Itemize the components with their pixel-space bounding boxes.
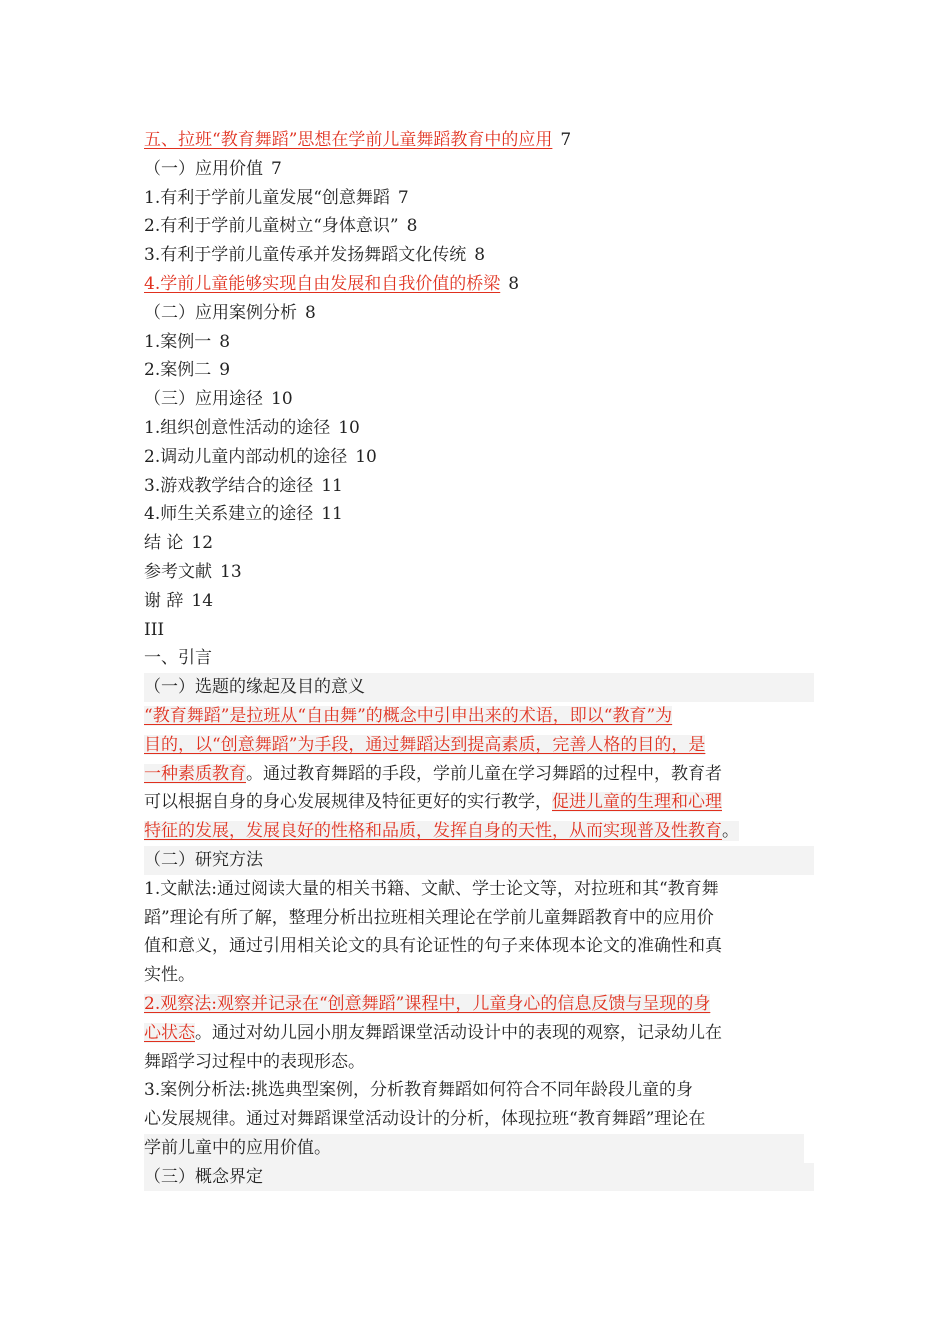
toc-entry-title[interactable]: 2.案例二 (144, 360, 212, 381)
toc-page-number: 8 (406, 216, 418, 237)
toc-entry[interactable] (144, 443, 814, 472)
subsection-title-origin: （一）选题的缘起及目的意义 (144, 673, 814, 702)
toc-page-number: 8 (508, 273, 520, 294)
paragraph-line: 舞蹈学习过程中的表现形态。 (144, 1051, 365, 1072)
method-literature (144, 875, 804, 990)
method-case-analysis (144, 1076, 804, 1162)
toc-page-number: 13 (220, 561, 242, 582)
toc-page-number: 10 (271, 389, 293, 410)
toc-page-number: 10 (338, 417, 360, 438)
paragraph-line: 学前儿童中的应用价值。 (144, 1134, 804, 1163)
highlighted-text: 目的，以“创意舞蹈”为手段，通过舞蹈达到提高素质，完善人格的目的，是 (144, 734, 706, 755)
paragraph-line: 蹈”理论有所了解，整理分析出拉班相关理论在学前儿童舞蹈教育中的应用价 (144, 907, 714, 928)
toc-page-number: 8 (474, 245, 486, 266)
toc-page-number: 7 (560, 130, 572, 150)
toc-entry[interactable] (144, 385, 814, 414)
toc-entry-title[interactable]: （二）应用案例分析 (144, 302, 297, 323)
document-page (144, 126, 814, 1191)
toc-entry-title[interactable]: 1.组织创意性活动的途径 (144, 417, 331, 438)
paragraph-text: 可以根据自身的身心发展规律及特征更好的实行教学， (144, 792, 552, 813)
toc-page-number: 11 (321, 475, 343, 496)
toc-page-number: 9 (219, 360, 231, 381)
toc-entry[interactable] (144, 212, 814, 241)
toc-entry-title[interactable]: （三）应用途径 (144, 389, 263, 410)
highlighted-text: 特征的发展，发展良好的性格和品质，发挥自身的天性，从而实现普及性教育 (144, 821, 722, 842)
toc-entry[interactable] (144, 500, 814, 529)
toc-entry-title[interactable]: 3.游戏教学结合的途径 (144, 475, 314, 496)
table-of-contents (144, 126, 814, 616)
toc-entry-title[interactable]: 谢 辞 (144, 590, 184, 611)
toc-page-number: 7 (397, 187, 409, 208)
paragraph-text: 。通过对幼儿园小朋友舞蹈课堂活动设计中的表现的观察，记录幼儿在 (195, 1022, 722, 1043)
toc-entry[interactable] (144, 328, 814, 357)
toc-page-number: 8 (219, 331, 231, 352)
toc-entry[interactable] (144, 529, 814, 558)
toc-entry[interactable] (144, 270, 814, 299)
roman-page-number: III (144, 619, 165, 640)
highlighted-text: 2.观察法:观察并记录在“创意舞蹈”课程中，儿童身心的信息反馈与呈现的身 (144, 993, 711, 1014)
highlighted-text: 一种素质教育 (144, 763, 246, 784)
toc-page-number: 7 (271, 158, 282, 179)
intro-paragraph (144, 702, 804, 846)
highlighted-text: “教育舞蹈”是拉班从“自由舞”的概念中引申出来的术语，即以“教育”为 (144, 705, 673, 726)
toc-entry[interactable] (144, 241, 814, 270)
highlighted-text: 心状态 (144, 1022, 195, 1043)
toc-page-number: 12 (191, 533, 214, 554)
section-title: 一、引言 (144, 648, 212, 669)
paragraph-text: 。通过教育舞蹈的手段，学前儿童在学习舞蹈的过程中，教育者 (246, 763, 722, 784)
toc-entry[interactable] (144, 155, 814, 184)
toc-entry-title[interactable]: 2.调动儿童内部动机的途径 (144, 446, 348, 467)
paragraph-line: 1.文献法:通过阅读大量的相关书籍、文献、学士论文等，对拉班和其“教育舞 (144, 878, 719, 899)
paragraph-text: 。 (722, 821, 739, 842)
toc-entry[interactable] (144, 126, 814, 155)
toc-entry[interactable] (144, 184, 814, 213)
toc-entry-title[interactable]: 参考文献 (144, 561, 212, 582)
toc-page-number: 8 (305, 302, 316, 323)
toc-page-number: 10 (355, 446, 377, 467)
highlighted-text: 促进儿童的生理和心理 (552, 792, 722, 813)
toc-entry[interactable] (144, 558, 814, 587)
paragraph-line: 值和意义，通过引用相关论文的具有论证性的句子来体现本论文的准确性和真 (144, 936, 722, 957)
toc-entry[interactable] (144, 414, 814, 443)
paragraph-line: 实性。 (144, 965, 195, 986)
toc-page-number: 14 (191, 590, 214, 611)
toc-entry[interactable] (144, 472, 814, 501)
toc-page-number: 11 (321, 504, 343, 525)
subsection-title-concepts: （三）概念界定 (144, 1163, 814, 1192)
toc-entry-title[interactable]: 五、拉班“教育舞蹈”思想在学前儿童舞蹈教育中的应用 (144, 130, 553, 150)
paragraph-line: 3.案例分析法:挑选典型案例，分析教育舞蹈如何符合不同年龄段儿童的身 (144, 1080, 693, 1101)
toc-entry-title[interactable]: 1.案例一 (144, 331, 212, 352)
toc-entry-title[interactable]: 1.有利于学前儿童发展“创意舞蹈 (144, 187, 390, 208)
toc-entry-title[interactable]: （一）应用价值 (144, 158, 263, 179)
toc-entry-title[interactable]: 2.有利于学前儿童树立“身体意识” (144, 216, 399, 237)
toc-entry[interactable] (144, 356, 814, 385)
subsection-title-methods: （二）研究方法 (144, 846, 814, 875)
toc-entry[interactable] (144, 587, 814, 616)
toc-entry-title[interactable]: 4.师生关系建立的途径 (144, 504, 314, 525)
toc-entry-title[interactable]: 结 论 (144, 533, 184, 554)
paragraph-line: 心发展规律。通过对舞蹈课堂活动设计的分析，体现拉班“教育舞蹈”理论在 (144, 1109, 706, 1130)
toc-entry-title[interactable]: 3.有利于学前儿童传承并发扬舞蹈文化传统 (144, 245, 467, 266)
toc-entry[interactable] (144, 299, 814, 328)
method-observation (144, 990, 804, 1076)
toc-entry-title[interactable]: 4.学前儿童能够实现自由发展和自我价值的桥梁 (144, 273, 501, 294)
